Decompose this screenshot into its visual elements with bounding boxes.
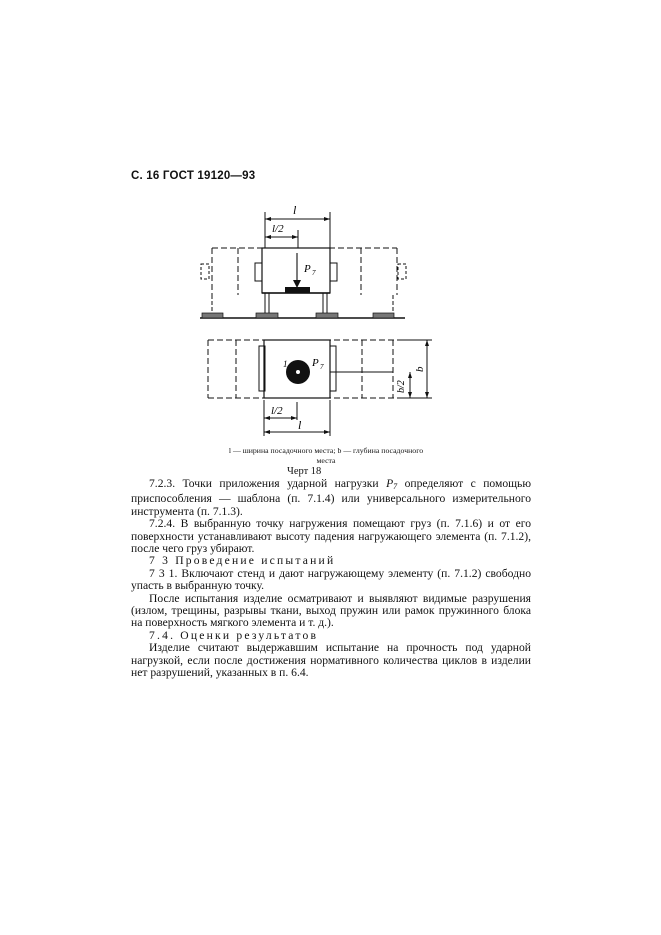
dim-b-half: b/2	[396, 380, 407, 393]
paragraph-inspection: После испытания изделие осматривают и выявляют видимые разрушения (излом, трещины, разрывы ткани, выход пружин или рамок пружинного блока на поверхность мягкого элемента и т. д.).	[131, 591, 531, 630]
dim-l-half-bottom: l/2	[271, 405, 283, 417]
load-label-plan: P	[312, 357, 319, 369]
paragraph-7-2-4: 7.2.4. В выбранную точку нагружения помещают груз (п. 7.1.6) и от его поверхности устанавливают высоту падения нагружающего элемента (п. 7.1.2), после чего груз убирают.	[131, 517, 531, 556]
load-label-side: P	[304, 263, 311, 275]
figure-caption: l — ширина посадочного места; b — глубина посадочного места	[228, 446, 424, 465]
dim-l-half-top: l/2	[272, 223, 284, 235]
paragraph-7-4: Изделие считают выдержавшим испытание на прочность под ударной нагрузкой, если после достижения нормативного количества циклов в изделии нет разрушений, указанных в п. 6.4.	[131, 641, 531, 680]
heading-7-3: 7 3 Проведение испытаний	[149, 554, 336, 568]
paragraph-7-2-3: 7.2.3. Точки приложения ударной нагрузки $P_7$ определяют с помощью приспособления — шаблона (п. 7.1.4) или универсального измерительного инструмента (п. 7.1.3).	[131, 477, 531, 518]
paragraph-7-3-1: 7 3 1. Включают стенд и дают нагружающему элементу (п. 7.1.2) свободно упасть в выбранную точку.	[131, 566, 531, 593]
page-header: С. 16 ГОСТ 19120—93	[131, 170, 256, 182]
load-label-side-sub: 7	[312, 269, 316, 277]
heading-7-4: 7.4. Оценки результатов	[149, 628, 319, 642]
dim-l-bottom: l	[298, 418, 302, 432]
body-text	[131, 478, 531, 680]
figure-label: Черт 18	[287, 466, 322, 477]
dim-l-top: l	[293, 203, 297, 217]
dim-b: b	[414, 366, 426, 372]
load-label-plan-sub: 7	[320, 363, 324, 371]
technical-drawing	[195, 200, 435, 445]
point-number: 1	[283, 359, 288, 369]
